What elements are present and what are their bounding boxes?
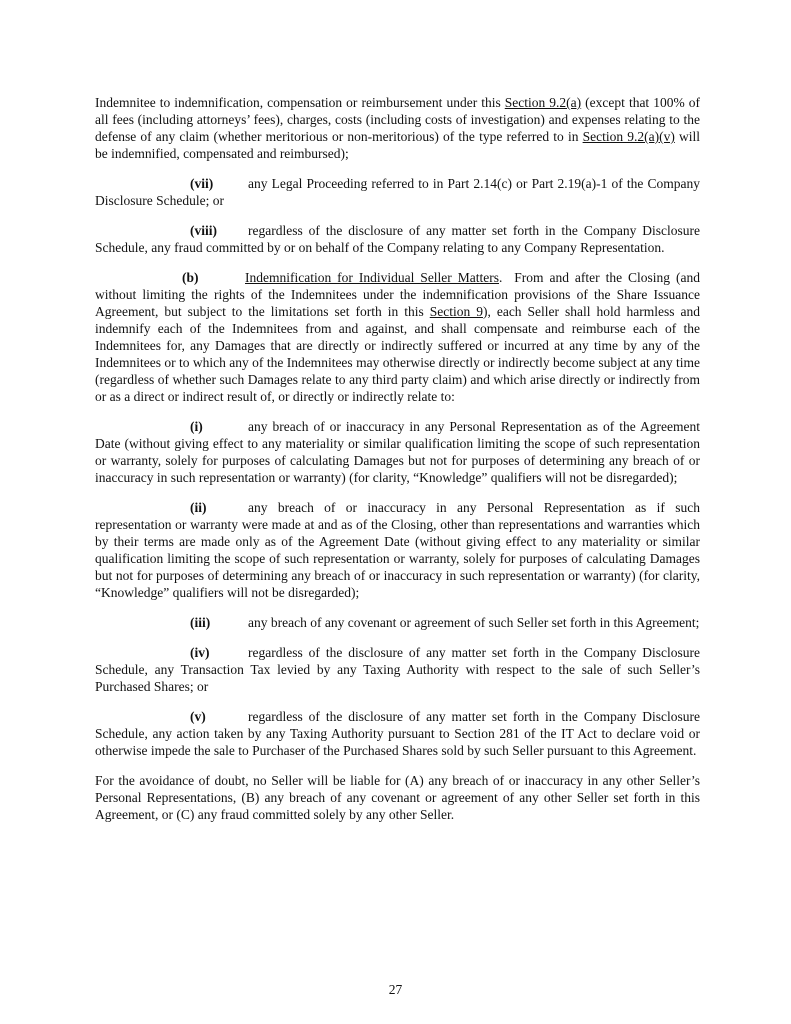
clause-iii xyxy=(95,614,700,631)
clause-label-iii: (iii) xyxy=(190,615,211,630)
clause-vii xyxy=(95,175,700,209)
clause-label-i: (i) xyxy=(190,419,203,434)
clause-continuation-paragraph: Indemnitee to indemnification, compensation or reimbursement under this Section 9.2(a) (except that 100% of all fees (including attorneys’ fees), charges, costs (including costs of investigation) and expenses relating to the defense of any claim (whether meritorious or non-meritorious) of the type referred to in Section 9.2(a)(v) will be indemnified, compensated and reimbursed); xyxy=(95,95,700,161)
closing-paragraph: For the avoidance of doubt, no Seller will be liable for (A) any breach of or inaccuracy in any other Seller’s Personal Representations, (B) any breach of any covenant or agreement of any other Seller set forth in this Agreement, or (C) any fraud committed solely by any other Seller. xyxy=(95,773,700,822)
clause-viii-text: regardless of the disclosure of any matter set forth in the Company Disclosure Schedule, any fraud committed by or on behalf of the Company relating to any Company Representation. xyxy=(95,223,700,255)
clause-iii-text: any breach of any covenant or agreement of such Seller set forth in this Agreement; xyxy=(248,615,700,630)
clause-label-b: (b) xyxy=(182,270,199,285)
clause-iv xyxy=(95,644,700,695)
clause-label-ii: (ii) xyxy=(190,500,207,515)
clause-ii-text: any breach of or inaccuracy in any Personal Representation as if such representation or warranty were made at and as of the Closing, other than representations and warranties which by their terms are made only as of the Agreement Date (without giving effect to any materiality or similar qualification limiting the scope of such representation or warranty, solely for purposes of calculating Damages but not for purposes of determining any breach of or inaccuracy in such representation or warranty) (for clarity, “Knowledge” qualifiers will not be disregarded); xyxy=(95,500,700,600)
clause-iv-text: regardless of the disclosure of any matter set forth in the Company Disclosure Schedule, any Transaction Tax levied by any Taxing Authority with respect to the sale of such Seller’s Purchased Shares; or xyxy=(95,645,700,694)
clause-ii xyxy=(95,499,700,601)
clause-label-v: (v) xyxy=(190,709,206,724)
clause-b xyxy=(95,269,700,405)
clause-v-text: regardless of the disclosure of any matter set forth in the Company Disclosure Schedule, any action taken by any Taxing Authority pursuant to Section 281 of the IT Act to declare void or otherwise impede the sale to Purchaser of the Purchased Shares sold by such Seller pursuant to this Agreement. xyxy=(95,709,700,758)
clause-vii-text: any Legal Proceeding referred to in Part 2.14(c) or Part 2.19(a)-1 of the Company Disclosure Schedule; or xyxy=(95,176,700,208)
clause-label-viii: (viii) xyxy=(190,223,217,238)
clause-i xyxy=(95,418,700,486)
page-number: 27 xyxy=(388,982,403,997)
clause-b-text: Indemnification for Individual Seller Matters. From and after the Closing (and without limiting the rights of the Indemnitees under the indemnification provisions of the Share Issuance Agreement, but subject to the limitations set forth in this Section 9), each Seller shall hold harmless and indemnify each of the Indemnitees from and against, and shall compensate and reimburse each of the Indemnitees for, any Damages that are directly or indirectly suffered or incurred at any time by any of the Indemnitees or to which any of the Indemnitees may otherwise directly or indirectly become subject at any time (regardless of whether such Damages relate to any third party claim) and which arise directly or indirectly from or as a direct or indirect result of, or directly or indirectly relate to: xyxy=(95,270,700,404)
clause-viii xyxy=(95,222,700,256)
clause-label-vii: (vii) xyxy=(190,176,214,191)
clause-i-text: any breach of or inaccuracy in any Personal Representation as of the Agreement Date (without giving effect to any materiality or similar qualification limiting the scope of such representation or warranty, solely for purposes of calculating Damages but not for purposes of determining any breach of or inaccuracy in such representation or warranty) (for clarity, “Knowledge” qualifiers will not be disregarded); xyxy=(95,419,700,485)
clause-v xyxy=(95,708,700,759)
clause-label-iv: (iv) xyxy=(190,645,210,660)
